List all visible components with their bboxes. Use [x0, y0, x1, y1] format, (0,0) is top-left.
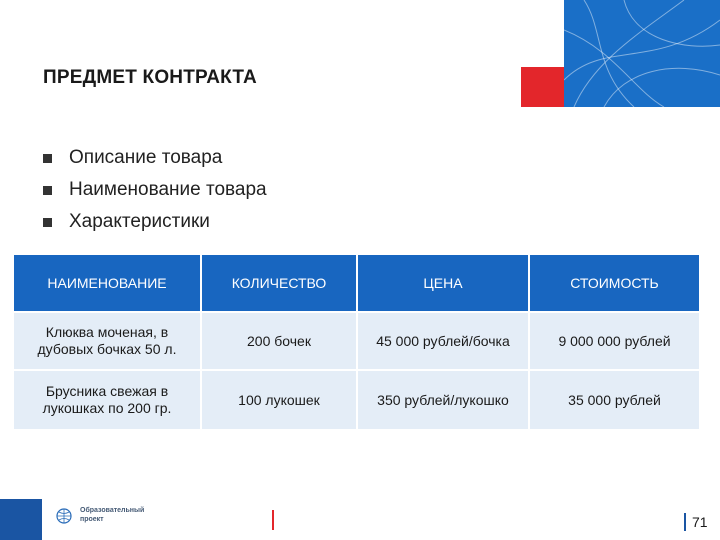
square-bullet-icon — [43, 154, 52, 163]
cell-name: Брусника свежая в лукошках по 200 гр. — [14, 370, 201, 430]
table-header-row — [14, 255, 700, 312]
page-number: 71 — [692, 514, 708, 530]
footer-red-divider — [272, 510, 274, 530]
cell-cost: 35 000 рублей — [529, 370, 700, 430]
cell-quantity: 200 бочек — [201, 312, 357, 370]
bullet-text: Описание товара — [69, 147, 223, 168]
logo-text — [80, 506, 144, 524]
bullet-item — [43, 142, 267, 174]
cell-quantity: 100 лукошек — [201, 370, 357, 430]
bullet-item — [43, 174, 267, 206]
footer-blue-block — [0, 499, 42, 540]
cell-price: 45 000 рублей/бочка — [357, 312, 529, 370]
decorative-curves — [564, 0, 720, 107]
bullet-list — [43, 142, 267, 238]
logo-line-2: проект — [80, 516, 104, 523]
goods-table — [14, 255, 701, 431]
decorative-blue-square — [564, 0, 720, 107]
square-bullet-icon — [43, 218, 52, 227]
slide-title: ПРЕДМЕТ КОНТРАКТА — [43, 67, 257, 88]
logo-line-1: Образовательный — [80, 507, 145, 514]
table-row — [14, 312, 700, 370]
cell-name: Клюква моченая, в дубовых бочках 50 л. — [14, 312, 201, 370]
header-quantity: КОЛИЧЕСТВО — [201, 255, 357, 312]
cell-price: 350 рублей/лукошко — [357, 370, 529, 430]
square-bullet-icon — [43, 186, 52, 195]
cell-cost: 9 000 000 рублей — [529, 312, 700, 370]
header-price: ЦЕНА — [357, 255, 529, 312]
page-number-divider — [684, 513, 686, 531]
header-cost: СТОИМОСТЬ — [529, 255, 700, 312]
bullet-item — [43, 206, 267, 238]
decorative-red-square — [521, 67, 564, 107]
table-row — [14, 370, 700, 430]
bullet-text: Характеристики — [69, 211, 210, 232]
globe-logo-icon — [56, 508, 72, 524]
bullet-text: Наименование товара — [69, 179, 267, 200]
header-name: НАИМЕНОВАНИЕ — [14, 255, 201, 312]
